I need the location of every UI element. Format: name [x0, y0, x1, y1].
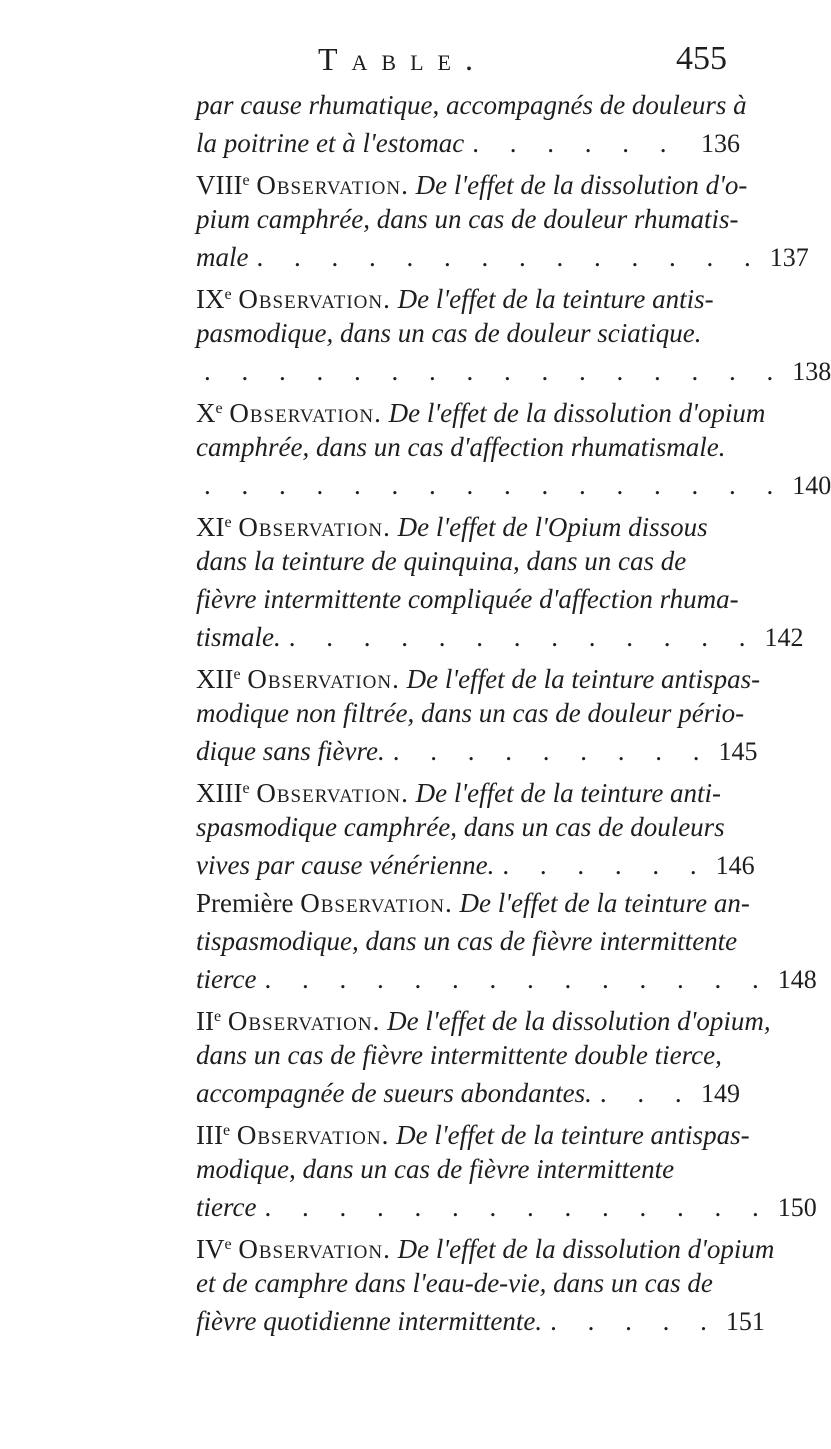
toc-line — [196, 732, 758, 770]
toc-line — [196, 656, 761, 694]
toc-line — [196, 846, 755, 884]
page-reference: 142 — [764, 623, 804, 652]
page-reference: 148 — [777, 965, 817, 994]
toc-line — [196, 960, 817, 998]
observation-number: XI — [196, 512, 225, 542]
entry-text: pasmodique, dans un cas de douleur sciatique. — [196, 318, 702, 348]
toc-line — [196, 1150, 740, 1188]
page-reference: 136 — [701, 129, 740, 158]
entry-text: la poitrine et à l'estomac — [196, 128, 465, 158]
toc-entry-xi — [196, 504, 804, 656]
toc-line — [196, 466, 831, 504]
toc-line — [196, 770, 740, 808]
page-reference: 149 — [701, 1079, 740, 1108]
toc-entry-premiere — [196, 884, 817, 998]
entry-text: par cause rhumatique, accompagnés de douleurs à — [196, 90, 747, 120]
toc-line-text — [196, 1188, 256, 1226]
entry-text: fièvre quotidienne intermittente. — [196, 1306, 543, 1336]
toc-line — [196, 694, 745, 732]
page-reference: 146 — [715, 851, 755, 880]
observation-label: Observation. — [256, 170, 409, 200]
entry-text: dique sans fièvre. — [196, 736, 385, 766]
observation-label: Observation. — [238, 512, 391, 542]
entry-text: De l'effet de la teinture antispas- — [406, 664, 761, 694]
entry-text: De l'effet de la dissolution d'o- — [415, 170, 748, 200]
toc-line — [196, 1302, 765, 1340]
observation-label: Observation. — [229, 398, 382, 428]
toc-entry-xii — [196, 656, 761, 770]
entry-text: De l'effet de la teinture antispas- — [396, 1120, 750, 1150]
toc-line — [196, 390, 766, 428]
observation-number: Première — [196, 888, 294, 918]
observation-label: Observation. — [227, 1006, 381, 1036]
toc-line — [196, 1226, 775, 1264]
toc-line-text — [196, 812, 725, 842]
entry-text: camphrée, dans un cas d'affection rhumatismale. — [196, 432, 726, 462]
toc-line-text — [196, 204, 738, 234]
toc-line-text — [196, 1006, 771, 1036]
toc-entry-x — [196, 390, 831, 504]
toc-line — [196, 998, 771, 1036]
toc-line-text — [196, 960, 256, 998]
page-reference: 150 — [777, 1193, 817, 1222]
entry-text: dans la teinture de quinquina, dans un cas de — [196, 546, 687, 576]
entry-text: dans un cas de fièvre intermittente double tierce, — [196, 1040, 722, 1070]
observation-number: II — [196, 1006, 214, 1036]
ordinal-suffix: e — [215, 400, 223, 417]
toc-line — [196, 352, 831, 390]
toc-line-text — [196, 1074, 592, 1112]
toc-line — [196, 580, 740, 618]
toc-line-text — [196, 1302, 542, 1340]
entry-text: vives par cause vénérienne. — [196, 850, 495, 880]
observation-number: VIII — [196, 170, 243, 200]
toc-line-text — [196, 124, 464, 162]
dot-leader: . . . . . . . . . . . . . . — [256, 242, 763, 272]
entry-text: De l'effet de la dissolution d'opium — [388, 398, 766, 428]
entry-text: De l'effet de la dissolution d'opium — [397, 1234, 775, 1264]
toc-line — [196, 884, 750, 922]
toc-line-text — [196, 926, 737, 956]
entry-text: tierce — [196, 1192, 257, 1222]
page-reference: 140 — [792, 471, 831, 500]
toc-line — [196, 1074, 740, 1112]
toc-line-text — [196, 664, 760, 694]
observation-number: XII — [196, 664, 234, 694]
toc-entry-cont — [196, 86, 747, 162]
dot-leader: . . . . . . . . . . . . . . . . — [204, 470, 786, 500]
entry-text: pium camphrée, dans un cas de douleur rhumatis- — [196, 204, 739, 234]
toc-line-text — [196, 1040, 722, 1070]
page-reference: 138 — [792, 357, 831, 386]
toc-line — [196, 1188, 817, 1226]
dot-leader: . . . . . . . . . . . . . . — [264, 1192, 771, 1222]
toc-line — [196, 200, 740, 238]
dot-leader: . . . — [599, 1078, 694, 1108]
toc-entry-iv — [196, 1226, 775, 1340]
entry-text: De l'effet de la teinture an- — [459, 888, 750, 918]
toc-line — [196, 162, 748, 200]
entry-text: tismale. — [196, 622, 281, 652]
toc-entry-xiii — [196, 770, 755, 884]
ordinal-suffix: e — [224, 286, 232, 303]
entry-text: De l'effet de la dissolution d'opium, — [387, 1006, 771, 1036]
observation-label: Observation. — [238, 1234, 391, 1264]
observation-label: Observation. — [238, 284, 391, 314]
toc-entry-iii — [196, 1112, 817, 1226]
entry-text: De l'effet de l'Opium dissous — [397, 512, 708, 542]
toc-line-text — [196, 284, 714, 314]
toc-line — [196, 922, 740, 960]
toc-line — [196, 124, 740, 162]
observation-label: Observation. — [236, 1120, 390, 1150]
page-number: 455 — [676, 40, 727, 77]
observation-number: IX — [196, 284, 225, 314]
toc-line-text — [196, 1268, 713, 1298]
dot-leader: . . . . . — [550, 1306, 719, 1336]
dot-leader: . . . . . . — [472, 128, 679, 158]
entry-text: male — [196, 242, 249, 272]
toc-line-text — [196, 546, 686, 576]
entry-text: modique non filtrée, dans un cas de douleur pério- — [196, 698, 745, 728]
observation-number: X — [196, 398, 216, 428]
toc-line-text — [196, 618, 281, 656]
toc-entry-viii — [196, 162, 809, 276]
toc-line-text — [196, 1120, 750, 1150]
toc-line-text — [196, 584, 739, 614]
dot-leader: . . . . . . . . . . . . . . — [264, 964, 771, 994]
entry-text: modique, dans un cas de fièvre intermittente — [196, 1154, 675, 1184]
entry-text: tierce — [196, 964, 257, 994]
toc-line — [196, 314, 740, 352]
page-reference: 145 — [718, 737, 758, 766]
page-reference: 151 — [725, 1307, 765, 1336]
toc-line-text — [196, 732, 385, 770]
ordinal-suffix: e — [233, 666, 241, 683]
entry-text: tispasmodique, dans un cas de fièvre intermittente — [196, 926, 738, 956]
entry-text: De l'effet de la teinture anti- — [415, 778, 722, 808]
toc-line-text — [196, 238, 248, 276]
toc-line-text — [196, 698, 744, 728]
entry-text: et de camphre dans l'eau-de-vie, dans un cas de — [196, 1268, 713, 1298]
toc-line-text — [196, 170, 747, 200]
toc-line — [196, 86, 747, 124]
entry-text: accompagnée de sueurs abondantes. — [196, 1078, 592, 1108]
entry-text: spasmodique camphrée, dans un cas de douleurs — [196, 812, 725, 842]
toc-line — [196, 504, 740, 542]
observation-number: XIII — [196, 778, 243, 808]
toc-line — [196, 808, 740, 846]
toc-line — [196, 1112, 750, 1150]
toc-line-text — [196, 398, 765, 428]
ordinal-suffix: e — [222, 1122, 231, 1139]
toc-line — [196, 1036, 740, 1074]
ordinal-suffix: e — [224, 514, 232, 531]
toc-line — [196, 428, 740, 466]
entry-text: fièvre intermittente compliquée d'affection rhuma- — [196, 584, 739, 614]
table-of-contents — [196, 86, 831, 1340]
toc-line-text — [196, 846, 494, 884]
toc-line — [196, 618, 804, 656]
page-reference: 137 — [769, 243, 809, 272]
toc-line-text — [196, 778, 721, 808]
toc-line — [196, 1264, 740, 1302]
ordinal-suffix: e — [242, 172, 250, 189]
ordinal-suffix: e — [224, 1236, 232, 1253]
toc-line — [196, 238, 809, 276]
dot-leader: . . . . . . . . . . . . . . . . — [204, 356, 786, 386]
toc-line — [196, 542, 740, 580]
toc-line-text — [196, 432, 725, 462]
observation-number: III — [196, 1120, 223, 1150]
observation-label: Observation. — [247, 664, 400, 694]
dot-leader: . . . . . . — [502, 850, 709, 880]
toc-line — [196, 276, 740, 314]
running-header — [0, 36, 800, 82]
toc-entry-ii — [196, 998, 771, 1112]
dot-leader: . . . . . . . . . . . . . — [288, 622, 758, 652]
toc-line-text — [196, 1234, 774, 1264]
running-title: Table. — [318, 41, 487, 77]
observation-number: IV — [196, 1234, 225, 1264]
toc-line-text — [196, 90, 747, 120]
toc-line-text — [196, 888, 750, 918]
toc-line-text — [196, 318, 701, 348]
toc-line-text — [196, 512, 708, 542]
ordinal-suffix: e — [213, 1008, 222, 1025]
entry-text: De l'effet de la teinture antis- — [397, 284, 714, 314]
toc-entry-ix — [196, 276, 831, 390]
dot-leader: . . . . . . . . . — [392, 736, 712, 766]
toc-line-text — [196, 1154, 674, 1184]
observation-label: Observation. — [300, 888, 453, 918]
observation-label: Observation. — [256, 778, 409, 808]
ordinal-suffix: e — [242, 780, 250, 797]
